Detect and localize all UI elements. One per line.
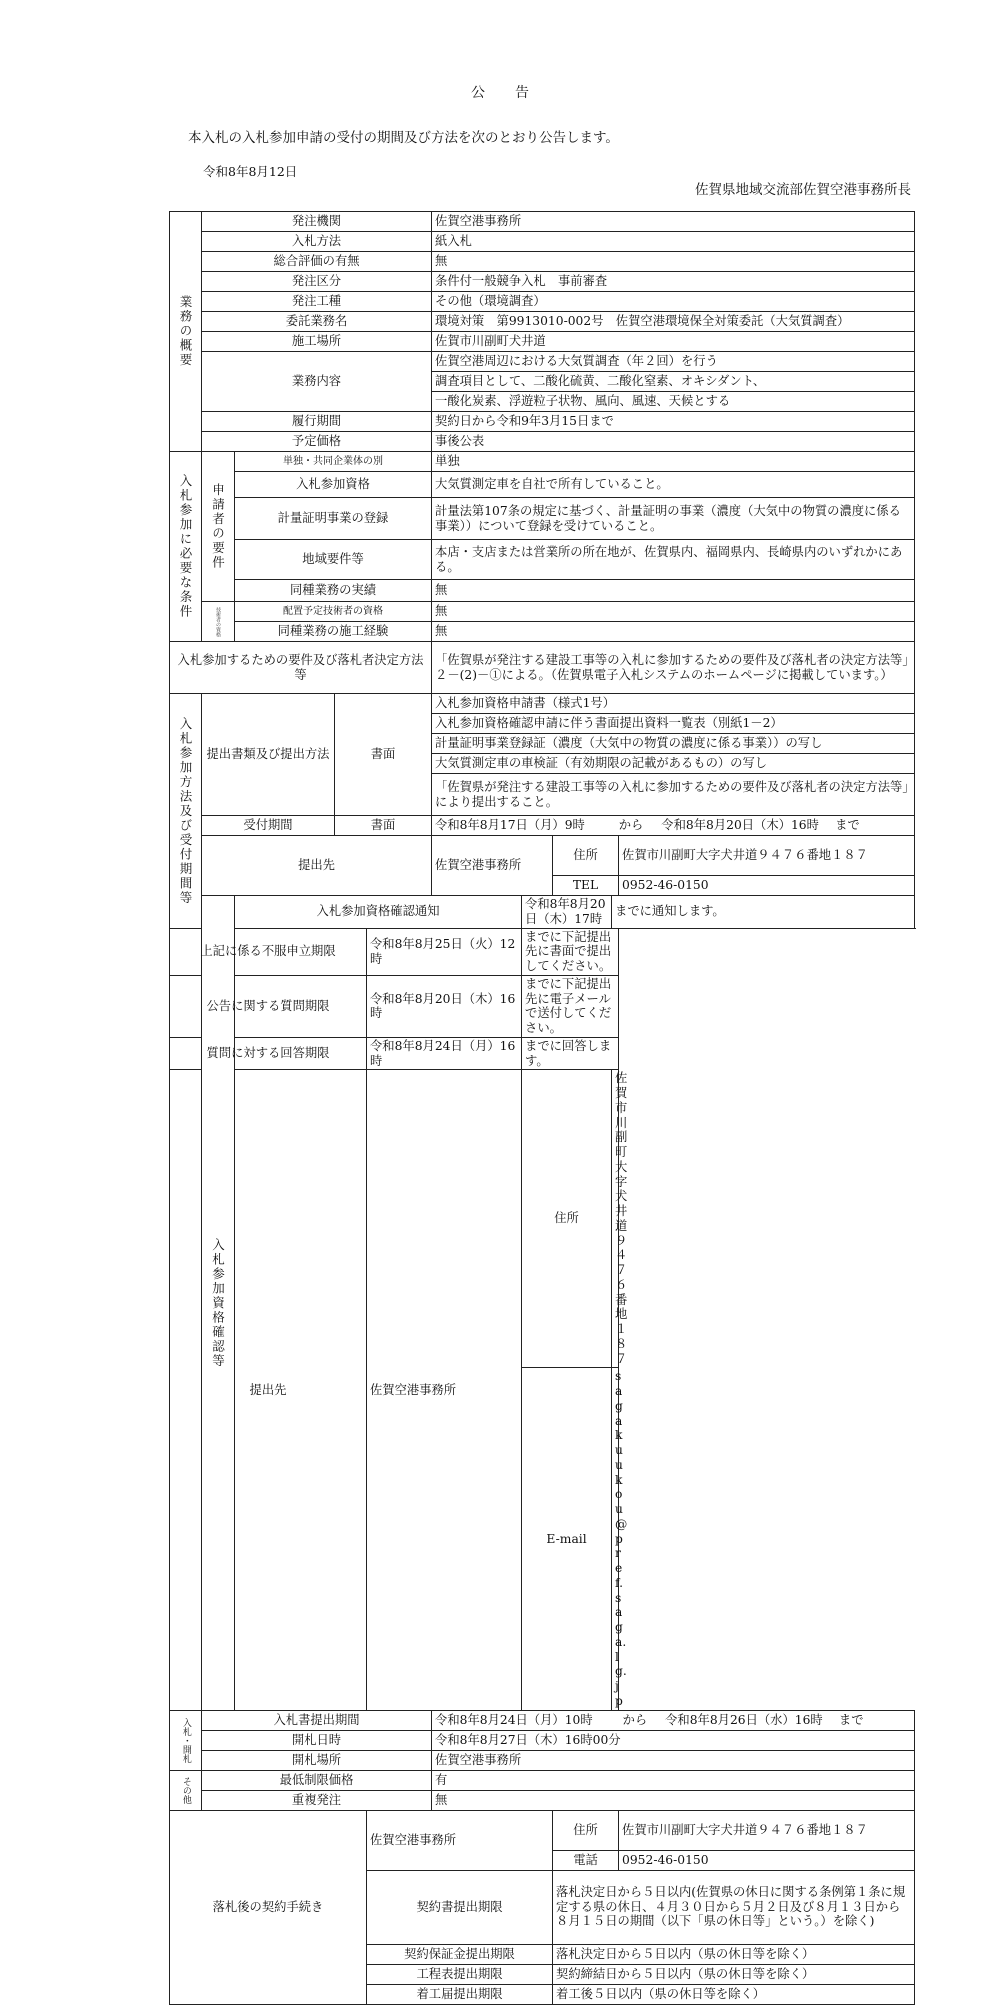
contract-row-value: 落札決定日から５日以内(佐賀県の休日に関する条例第１条に規定する県の休日、４月３０日から５月２日及び８月１３日から８月１５日の期間（以下「県の休日等」という。）を除く) bbox=[553, 1870, 915, 1944]
decision-label: 入札参加するための要件及び落札者決定方法等 bbox=[170, 642, 432, 694]
confirm-date: 令和8年8月24日（月）16時 bbox=[367, 1037, 522, 1070]
issuer: 佐賀県地域交流部佐賀空港事務所長 bbox=[695, 182, 911, 198]
condition-value: 単独 bbox=[432, 452, 915, 472]
open-value: 令和8年8月27日（木）16時00分 bbox=[432, 1730, 915, 1750]
section-bidding: 入札・開札 bbox=[170, 1710, 202, 1770]
contract-row-value: 契約締結日から５日以内（県の休日等を除く） bbox=[553, 1964, 915, 1984]
overview-value: 環境対策 第9913010-002号 佐賀空港環境保全対策委託（大気質調査） bbox=[432, 312, 915, 332]
place-value: 佐賀空港事務所 bbox=[432, 1750, 915, 1770]
period-method: 書面 bbox=[335, 816, 432, 836]
dest-office: 佐賀空港事務所 bbox=[367, 1070, 522, 1710]
section-confirmation: 入札参加資格確認等 bbox=[202, 896, 235, 1711]
contract-row-value: 着工後５日以内（県の休日等を除く） bbox=[553, 1984, 915, 2004]
addr-label: 住所 bbox=[522, 1070, 612, 1368]
overview-value: 佐賀空港事務所 bbox=[432, 212, 915, 232]
contract-tel-label: 電話 bbox=[553, 1850, 619, 1870]
tel-label: TEL bbox=[553, 876, 619, 896]
tech-group: 技術者の資格 bbox=[202, 602, 235, 642]
contract-row-label: 契約書提出期限 bbox=[367, 1870, 553, 1944]
period-from: 令和8年8月17日（月）9時 bbox=[435, 818, 585, 833]
condition-label: 計量証明事業の登録 bbox=[235, 498, 432, 540]
min-value: 有 bbox=[432, 1770, 915, 1790]
addr-value: 佐賀市川副町大字犬井道９４７６番地１８７ bbox=[619, 836, 915, 876]
doc-item: 入札参加資格申請書（様式1号） bbox=[432, 694, 915, 714]
overview-value: その他（環境調査） bbox=[432, 292, 915, 312]
content-line: 佐賀空港周辺における大気質調査（年２回）を行う bbox=[432, 352, 915, 372]
from-word: から bbox=[622, 1712, 648, 1727]
mail-value: sagakuukou@pref.saga.lg.jp bbox=[612, 1368, 619, 1710]
doc-item: 大気質測定車の車検証（有効期限の記載があるもの）の写し bbox=[432, 754, 915, 774]
condition-label: 単独・共同企業体の別 bbox=[235, 452, 432, 472]
condition-label: 同種業務の施工経験 bbox=[235, 622, 432, 642]
overview-value: 佐賀市川副町犬井道 bbox=[432, 332, 915, 352]
confirm-note: までに下記提出先に書面で提出してください。 bbox=[522, 928, 619, 975]
submit-label: 入札書提出期間 bbox=[202, 1710, 432, 1730]
condition-label: 入札参加資格 bbox=[235, 472, 432, 498]
period-label: 履行期間 bbox=[202, 412, 432, 432]
confirm-date: 令和8年8月25日（火）12時 bbox=[367, 928, 522, 975]
condition-value: 無 bbox=[432, 580, 915, 602]
content-line: 調査項目として、二酸化硫黄、二酸化窒素、オキシダント、 bbox=[432, 372, 915, 392]
intro-text: 本入札の入札参加申請の受付の期間及び方法を次のとおり公告します。 bbox=[188, 130, 619, 146]
overview-label: 施工場所 bbox=[202, 332, 432, 352]
condition-value: 無 bbox=[432, 622, 915, 642]
dup-value: 無 bbox=[432, 1790, 915, 1810]
section-application: 入札参加方法及び受付期間等 bbox=[170, 694, 202, 929]
overview-label: 入札方法 bbox=[202, 232, 432, 252]
confirm-note: までに下記提出先に電子メールで送付してください。 bbox=[522, 975, 619, 1037]
contract-label: 落札後の契約手続き bbox=[170, 1810, 367, 2004]
confirm-label: 上記に係る不服申立期限 bbox=[170, 928, 367, 975]
doc-item: 計量証明事業登録証（濃度（大気中の物質の濃度に係る事業））の写し bbox=[432, 734, 915, 754]
condition-label: 同種業務の実績 bbox=[235, 580, 432, 602]
dest-label: 提出先 bbox=[202, 836, 432, 896]
decision-value: 「佐賀県が発注する建設工事等の入札に参加するための要件及び落札者の決定方法等」２－(2)－①による。（佐賀県電子入札システムのホームページに掲載しています。） bbox=[432, 642, 915, 694]
open-label: 開札日時 bbox=[202, 1730, 432, 1750]
condition-label: 配置予定技術者の資格 bbox=[235, 602, 432, 622]
period-label: 受付期間 bbox=[202, 816, 335, 836]
price-label: 予定価格 bbox=[202, 432, 432, 452]
contract-row-label: 契約保証金提出期限 bbox=[367, 1944, 553, 1964]
section-other: その他 bbox=[170, 1770, 202, 1810]
from-word: から bbox=[618, 818, 644, 833]
dest-office: 佐賀空港事務所 bbox=[432, 836, 553, 896]
place-label: 開札場所 bbox=[202, 1750, 432, 1770]
dest-label: 提出先 bbox=[170, 1070, 367, 1710]
confirm-note: までに通知します。 bbox=[612, 896, 915, 929]
docs-method: 書面 bbox=[335, 694, 432, 816]
contract-row-label: 工程表提出期限 bbox=[367, 1964, 553, 1984]
condition-value: 計量法第107条の規定に基づく、計量証明の事業（濃度（大気中の物質の濃度に係る事業））について登録を受けていること。 bbox=[432, 498, 915, 540]
doc-item: 「佐賀県が発注する建設工事等の入札に参加するための要件及び落札者の決定方法等」により提出すること。 bbox=[432, 774, 915, 816]
confirm-label: 入札参加資格確認通知 bbox=[235, 896, 522, 929]
contract-addr-label: 住所 bbox=[553, 1810, 619, 1850]
overview-value: 無 bbox=[432, 252, 915, 272]
condition-value: 無 bbox=[432, 602, 915, 622]
submit-from: 令和8年8月24日（月）10時 bbox=[435, 1712, 593, 1727]
overview-label: 総合評価の有無 bbox=[202, 252, 432, 272]
period-value: 契約日から令和9年3月15日まで bbox=[432, 412, 915, 432]
section-overview: 業務の概要 bbox=[170, 212, 202, 452]
overview-label: 委託業務名 bbox=[202, 312, 432, 332]
condition-label: 地域要件等 bbox=[235, 540, 432, 580]
overview-label: 発注区分 bbox=[202, 272, 432, 292]
page-title: 公告 bbox=[471, 85, 559, 101]
confirm-label: 質問に対する回答期限 bbox=[170, 1037, 367, 1070]
reception-period bbox=[432, 816, 915, 836]
price-value: 事後公表 bbox=[432, 432, 915, 452]
min-label: 最低制限価格 bbox=[202, 1770, 432, 1790]
submit-to: 令和8年8月26日（水）16時 まで bbox=[665, 1712, 864, 1727]
contract-office: 佐賀空港事務所 bbox=[367, 1810, 553, 1870]
dup-label: 重複発注 bbox=[202, 1790, 432, 1810]
tel-value: 0952-46-0150 bbox=[619, 876, 915, 896]
overview-value: 紙入札 bbox=[432, 232, 915, 252]
section-conditions: 入札参加に必要な条件 bbox=[170, 452, 202, 642]
contract-row-value: 落札決定日から５日以内（県の休日等を除く） bbox=[553, 1944, 915, 1964]
period-to: 令和8年8月20日（木）16時 まで bbox=[661, 818, 860, 833]
doc-item: 入札参加資格確認申請に伴う書面提出資料一覧表（別紙1－2） bbox=[432, 714, 915, 734]
contract-addr-value: 佐賀市川副町大字犬井道９４７６番地１８７ bbox=[619, 1810, 915, 1850]
condition-value: 本店・支店または営業所の所在地が、佐賀県内、福岡県内、長崎県内のいずれかにある。 bbox=[432, 540, 915, 580]
docs-label: 提出書類及び提出方法 bbox=[202, 694, 335, 816]
applicant-group: 申請者の要件 bbox=[202, 452, 235, 602]
addr-label: 住所 bbox=[553, 836, 619, 876]
confirm-label: 公告に関する質問期限 bbox=[170, 975, 367, 1037]
notice-date: 令和8年8月12日 bbox=[203, 164, 298, 179]
submit-period bbox=[432, 1710, 915, 1730]
content-label: 業務内容 bbox=[202, 352, 432, 412]
overview-label: 発注工種 bbox=[202, 292, 432, 312]
confirm-note: までに回答します。 bbox=[522, 1037, 619, 1070]
confirm-date: 令和8年8月20日（木）17時 bbox=[522, 896, 612, 929]
mail-label: E-mail bbox=[522, 1368, 612, 1710]
confirm-date: 令和8年8月20日（木）16時 bbox=[367, 975, 522, 1037]
contract-tel-value: 0952-46-0150 bbox=[619, 1850, 915, 1870]
overview-label: 発注機関 bbox=[202, 212, 432, 232]
content-line: 一酸化炭素、浮遊粒子状物、風向、風速、天候とする bbox=[432, 392, 915, 412]
contract-row-label: 着工届提出期限 bbox=[367, 1984, 553, 2004]
addr-value: 佐賀市川副町大字犬井道９４７６番地１８７ bbox=[612, 1070, 619, 1368]
condition-value: 大気質測定車を自社で所有していること。 bbox=[432, 472, 915, 498]
notice-table bbox=[169, 211, 915, 2005]
overview-value: 条件付一般競争入札 事前審査 bbox=[432, 272, 915, 292]
